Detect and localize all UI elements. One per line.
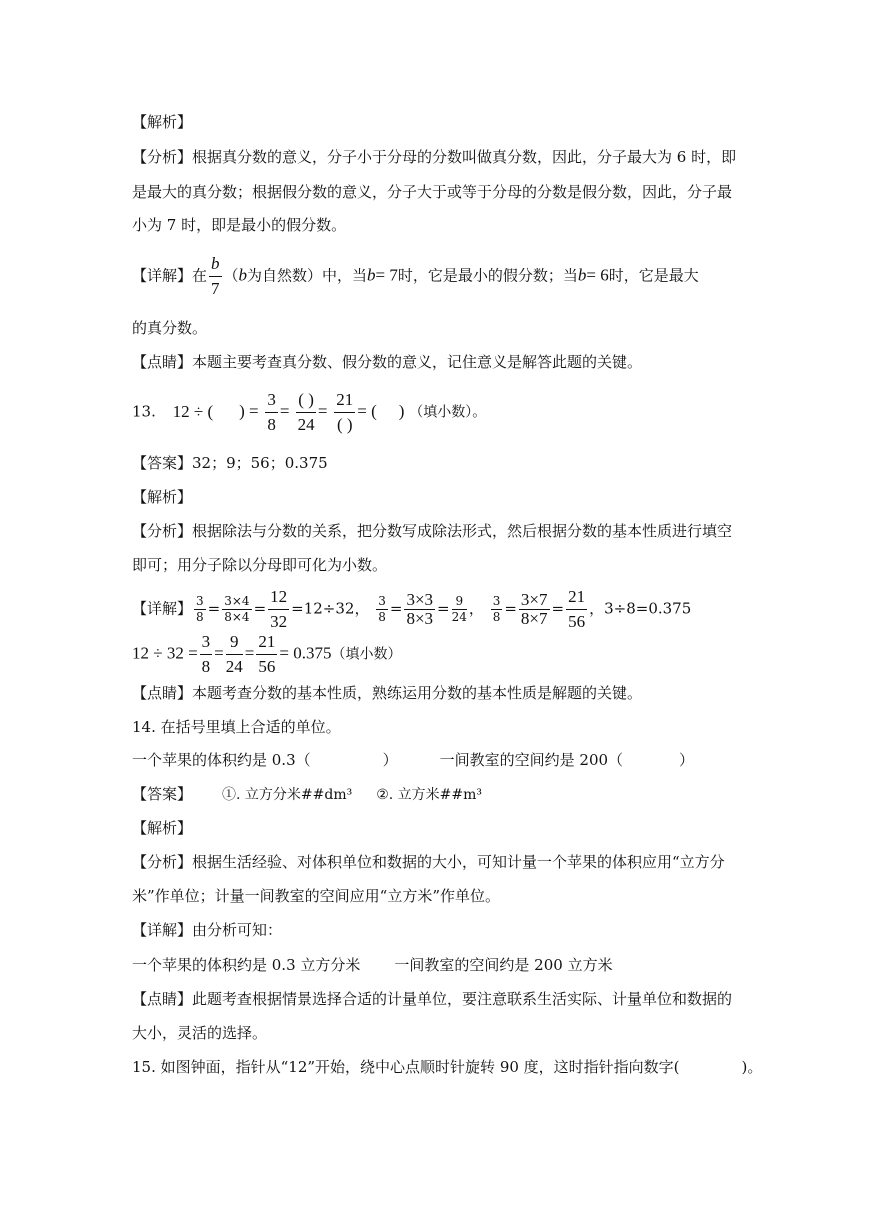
fraction-numerator: 9 (226, 630, 243, 655)
fraction-numerator: 3 (378, 594, 386, 608)
q12-xiangjie-line (132, 252, 699, 301)
fraction-denominator: 8×7 (520, 609, 548, 628)
q12-eq-7: = 7 (375, 265, 398, 285)
q12-fenxi-line-3: 小为 7 时，即是最小的假分数。 (132, 216, 347, 234)
q14-dianjing-line-1: 【点睛】此题考查根据情景选择合适的计量单位，要注意联系生活实际、计量单位和数据的 (132, 990, 733, 1008)
q12-fenxi-line-2: 是最大的真分数；根据假分数的意义，分子大于或等于分母的分数是假分数，因此，分子最 (132, 183, 733, 201)
q14-question-line (132, 750, 694, 770)
q14-result-line (132, 955, 613, 975)
q13-xiangjie-label: 【详解】 (132, 599, 193, 618)
fraction (519, 591, 550, 628)
q13-expr-b: ) = (239, 401, 259, 421)
q12-xiangjie-line-2: 的真分数。 (132, 319, 208, 337)
q13-dianjing: 【点睛】本题考查分数的基本性质，熟练运用分数的基本性质是解题的关键。 (132, 684, 643, 702)
fraction-numerator: 3 (196, 594, 204, 608)
fraction-denominator: 56 (568, 612, 586, 631)
q13-hint: （填小数）。 (409, 404, 487, 421)
fraction-numerator: 3 (492, 594, 501, 608)
fraction-numerator: b (209, 252, 222, 277)
q12-jiexi-heading: 【解析】 (132, 113, 193, 131)
q12-text-b: 时，它是最小的假分数；当 (397, 266, 578, 285)
fraction-denominator: 8 (267, 415, 276, 434)
q14-item-classroom: 一间教室的空间约是 200（ (439, 751, 624, 769)
q14-result-apple: 一个苹果的体积约是 0.3 立方分米 (132, 956, 361, 974)
q13-l2-hint: （填小数） (331, 646, 402, 663)
fraction (452, 594, 467, 625)
q14-jiexi-heading: 【解析】 (132, 819, 193, 837)
fraction (491, 594, 503, 625)
fraction-denominator: 8×4 (224, 610, 250, 624)
q14-title: 14. 在括号里填上合适的单位。 (132, 718, 341, 736)
q12-xiangjie-label: 【详解】在 (132, 266, 208, 285)
fraction-denominator: 8 (492, 610, 501, 624)
q13-expr-eq3: = ( (357, 401, 377, 421)
fraction-numerator: 3×4 (224, 594, 250, 608)
q14-answer-1: ①. 立方分米##dm³ (222, 787, 353, 803)
q14-result-classroom: 一间教室的空间约是 200 立方米 (394, 956, 613, 974)
fraction-denominator: 7 (211, 279, 220, 298)
q13-xj-separator: ， (468, 599, 484, 618)
q14-fenxi-line-2: 米”作单位；计量一间教室的空间应用“立方米”作单位。 (132, 887, 501, 905)
q13-fenxi-line-1: 【分析】根据除法与分数的关系，把分数写成除法形式，然后根据分数的基本性质进行填空 (132, 522, 733, 540)
q13-answer: 【答案】32；9；56；0.375 (132, 454, 328, 472)
q12-dianjing: 【点睛】本题主要考查真分数、假分数的意义，记住意义是解答此题的关键。 (132, 353, 643, 371)
q13-xj-decimal: ，3÷8=0.375 (589, 599, 692, 618)
fraction-numerator: 12 (268, 585, 289, 610)
fraction-denominator: 24 (451, 610, 467, 624)
fraction-numerator: 3×7 (520, 590, 548, 609)
q13-l2-division: 12 ÷ 32 = (132, 643, 198, 663)
q13-fenxi-line-2: 即可；用分子除以分母即可化为小数。 (132, 556, 388, 574)
q14-xiangjie: 【详解】由分析可知： (132, 921, 283, 939)
fraction-denominator: 8 (201, 657, 211, 676)
q13-xiangjie-line-1: 【详解】 $\frac{3}{8}$ = $\frac{3\times 4}{8\times 4}$ = $\frac{12}{32}$ =12÷32， $\frac{3}{8}$ = $\frac{3\times 3}{8\times 3}$ = $\frac{9}{24}$ ， $\frac{3}{8}$ = $\frac{3\times 7}{8\times 7}$ = $\frac{21}{56}$ ，3÷8=0.375 (132, 585, 691, 634)
fraction-denominator: 8 (196, 610, 204, 624)
equals-sign: = (317, 401, 328, 421)
q13-expr-a: 12 ÷ ( (172, 401, 214, 421)
q14-answer-2: ②. 立方米##m³ (376, 787, 483, 803)
fraction-denominator: 56 (258, 657, 276, 676)
q12-text-open: （ (223, 266, 239, 285)
fraction-numerator: 9 (452, 594, 467, 610)
q12-var-b: b (367, 265, 376, 285)
q13-l2-result: = 0.375 (279, 643, 332, 663)
q13-fraction-3-8 (265, 388, 278, 437)
fraction-denominator: 8×3 (406, 609, 434, 628)
fraction (566, 585, 587, 634)
fraction-numerator: 3 (265, 388, 278, 413)
fraction (194, 594, 206, 625)
q13-expr-c: ) (398, 401, 405, 421)
q13-jiexi-heading: 【解析】 (132, 488, 193, 506)
q13-xiangjie-line-2: 12 ÷ 32 = $\frac{3}{8}$ = $\frac{9}{24}$ = $\frac{21}{56}$ = 0.375（填小数） (132, 630, 401, 679)
q13-question (132, 388, 486, 437)
q12-var-b: b (238, 265, 248, 285)
q13-fraction-21-blank (334, 388, 355, 437)
q15-close-paren: )。 (741, 1058, 763, 1076)
q13-xj-division: =12÷32， (291, 599, 370, 618)
fraction-numerator-blank: ( ) (296, 388, 316, 413)
fraction (256, 630, 277, 679)
q12-text-a: 为自然数）中，当 (247, 266, 368, 285)
fraction (226, 630, 243, 679)
fraction-denominator: 24 (297, 415, 315, 434)
q14-fenxi-line-1: 【分析】根据生活经验、对体积单位和数据的大小，可知计量一个苹果的体积应用“立方分 (132, 853, 725, 871)
q14-close-paren: ） (382, 751, 398, 769)
fraction-denominator: 24 (225, 657, 243, 676)
q13-fraction-blank-24 (296, 388, 316, 437)
fraction-numerator: 21 (334, 388, 355, 413)
q12-eq-6: = 6 (586, 265, 609, 285)
q12-text-c: 时，它是最大 (608, 266, 699, 285)
fraction (404, 591, 435, 628)
fraction (222, 594, 251, 625)
q14-dianjing-line-2: 大小，灵活的选择。 (132, 1024, 268, 1042)
q12-var-b: b (577, 265, 587, 285)
q12-fenxi-line-1: 【分析】根据真分数的意义，分子小于分母的分数叫做真分数，因此，分子最大为 6 时，即 (132, 148, 737, 166)
fraction-numerator: 21 (566, 585, 587, 610)
q14-answer-label: 【答案】 (132, 785, 193, 803)
fraction-denominator: 32 (270, 612, 288, 631)
fraction-numerator: 3 (200, 630, 213, 655)
fraction-denominator: 8 (378, 610, 386, 624)
equals-sign: = (279, 401, 290, 421)
fraction (376, 594, 388, 625)
fraction-numerator: 21 (256, 630, 277, 655)
q15-question (132, 1057, 762, 1077)
q14-answer (132, 784, 482, 805)
q14-item-apple: 一个苹果的体积约是 0.3（ (132, 751, 311, 769)
q15-text: 15. 如图钟面，指针从“12”开始，绕中心点顺时针旋转 90 度，这时指针指向数字( (132, 1058, 680, 1076)
q12-fraction-b-over-7 (209, 252, 222, 301)
fraction-numerator: 3×3 (406, 590, 434, 609)
fraction (268, 585, 289, 634)
q14-close-paren: ） (679, 751, 695, 769)
fraction (200, 630, 213, 679)
q13-number: 13. (132, 402, 156, 421)
fraction-denominator-blank: ( ) (336, 415, 353, 434)
